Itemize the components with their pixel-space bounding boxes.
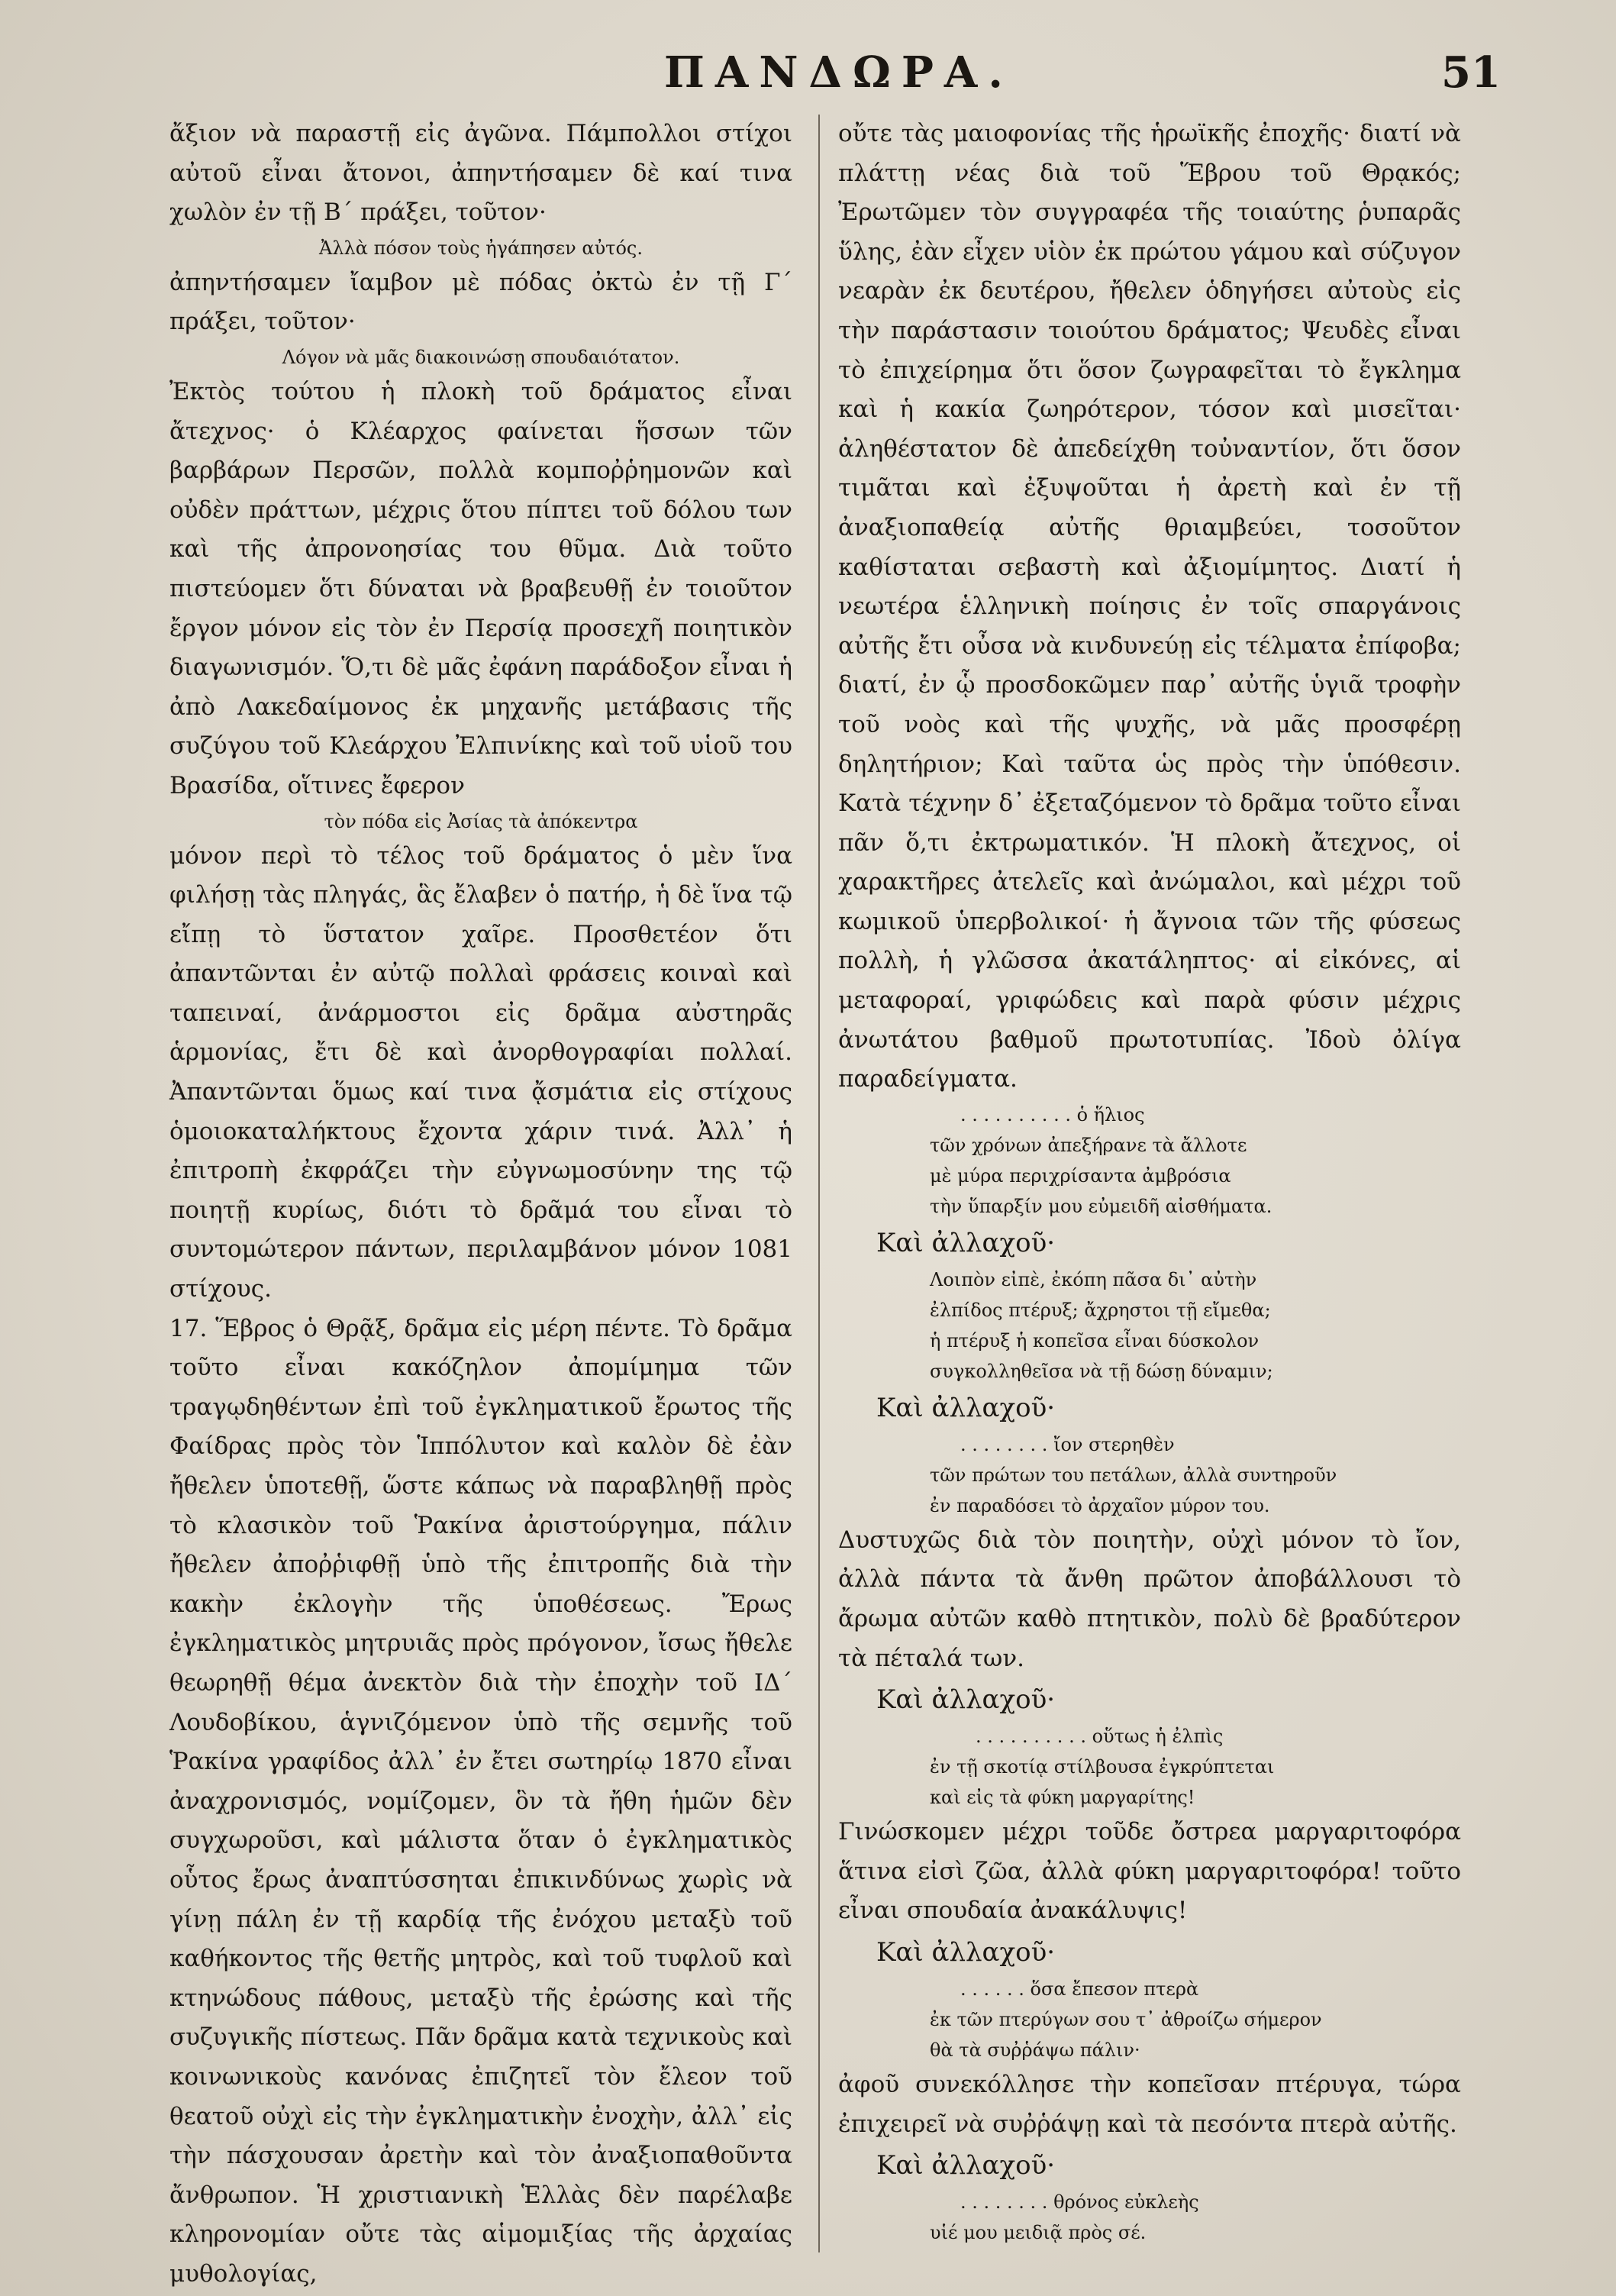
verse-line: μὲ μύρα περιχρίσαντα ἀμβρόσια <box>930 1164 1231 1187</box>
paragraph: Ἐκτὸς τούτου ἡ πλοκὴ τοῦ δράματος εἶναι ἄτεχνος· ὁ Κλέαρχος φαίνεται ἥσσων τῶν βαρβάρων Περσῶν, πολλὰ κομποῤῥημονῶν καὶ οὐδὲν πράττων, μέχρις ὅτου πίπτει τοῦ δόλου των καὶ τῆς ἀπρονοησίας του θῦμα. Διὰ τοῦτο πιστεύομεν ὅτι δύναται νὰ βραβευθῇ ἐν τοιοῦτον ἔργον μόνον εἰς τὸν ἐν Περσίᾳ προσεχῆ ποιητικὸν διαγωνισμόν. Ὅ,τι δὲ μᾶς ἐφάνη παράδοξον εἶναι ἡ ἀπὸ Λακεδαίμονος ἐκ μηχανῆς μετάβασις τῆς συζύγου τοῦ Κλεάρχου Ἐλπινίκης καὶ τοῦ υἱοῦ του Βρασίδα, οἵτινες ἔφερον <box>169 377 792 799</box>
verse-line: . . . . . . . . θρόνος εὐκλεὴς <box>960 2191 1199 2214</box>
verse-line: Λοιπὸν εἰπὲ, ἐκόπη πᾶσα δι᾽ αὐτὴν <box>930 1268 1257 1290</box>
verse-line: θὰ τὰ συῤῥάψω πάλιν· <box>930 2039 1140 2061</box>
verse-line: τῶν πρώτων του πετάλων, ἀλλὰ συντηροῦν <box>930 1464 1337 1486</box>
paragraph: ἀφοῦ συνεκόλλησε τὴν κοπεῖσαν πτέρυγα, τώρα ἐπιχειρεῖ νὰ συῤῥάψῃ καὶ τὰ πεσόντα πτερὰ αὐτῆς. <box>838 2071 1461 2138</box>
verse-line: . . . . . . ὅσα ἔπεσον πτερὰ <box>960 1978 1199 2000</box>
quote-label: Καὶ ἀλλαχοῦ· <box>876 1392 1056 1423</box>
verse-quote: τὸν πόδα εἰς Ἀσίας τὰ ἀπόκεντρα <box>324 810 638 832</box>
column-divider <box>818 115 820 2252</box>
quote-label: Καὶ ἀλλαχοῦ· <box>876 1937 1056 1968</box>
verse-line: τὴν ὕπαρξίν μου εὐμειδῆ αἰσθήματα. <box>930 1195 1272 1217</box>
paragraph: οὔτε τὰς μαιοφονίας τῆς ἡρωϊκῆς ἐποχῆς· διατί νὰ πλάττῃ νέας διὰ τοῦ Ἕβρου τοῦ Θρᾳκός; Ἐρωτῶμεν τὸν συγγραφέα τῆς τοιαύτης ῥυπαρᾶς ὕλης, ἐὰν εἶχεν υἱὸν ἐκ πρώτου γάμου καὶ σύζυγον νεαρὰν ἐκ δευτέρου, ἤθελεν ὁδηγήσει αὐτοὺς εἰς τὴν παράστασιν τοιούτου δράματος; Ψευδὲς εἶναι τὸ ἐπιχείρημα ὅτι ὅσον ζωγραφεῖται τὸ ἔγκλημα καὶ ἡ κακία ζωηρότερον, τόσον καὶ μισεῖται· ἀληθέστατον δὲ ἀπεδείχθη τοὐναντίον, ὅτι ὅσον τιμᾶται καὶ ἐξυψοῦται ἡ ἀρετὴ καὶ ἐν τῇ ἀναξιοπαθείᾳ αὐτῆς θριαμβεύει, τοσοῦτον καθίσταται σεβαστὴ καὶ ἀξιομίμητος. Διατί ἡ νεωτέρα ἑλληνικὴ ποίησις ἐν τοῖς σπαργάνοις αὐτῆς ἔτι οὖσα νὰ κινδυνεύῃ εἰς τέλματα ἐπίφοβα; διατί, ἐν ᾧ προσδοκῶμεν παρ᾽ αὐτῆς ὑγιᾶ τροφὴν τοῦ νοὸς καὶ τῆς ψυχῆς, νὰ μᾶς προσφέρῃ δηλητήριον; Καὶ ταῦτα ὡς πρὸς τὴν ὑπόθεσιν. Κατὰ τέχνην δ᾽ ἐξεταζόμενον τὸ δρᾶμα τοῦτο εἶναι πᾶν ὅ,τι ἐκτρωματικόν. Ἡ πλοκὴ ἄτεχνος, οἱ χαρακτῆρες ἀτελεῖς καὶ ἀνώμαλοι, καὶ μέχρι τοῦ κωμικοῦ ὑπερβολικοί· ἡ ἄγνοια τῶν τῆς φύσεως πολλὴ, ἡ γλῶσσα ἀκατάληπτος· αἱ εἰκόνες, αἱ μεταφοραί, γριφώδεις καὶ παρὰ φύσιν μέχρις ἀνωτάτου βαθμοῦ πρωτοτυπίας. Ἰδοὺ ὀλίγα παραδείγματα. <box>838 120 1461 1093</box>
verse-line: καὶ εἰς τὰ φύκη μαργαρίτης! <box>930 1787 1195 1809</box>
verse-line: υἱέ μου μειδιᾷ πρὸς σέ. <box>930 2222 1147 2244</box>
verse-quote <box>838 1264 1461 1387</box>
page-number: 51 <box>1441 47 1501 98</box>
quote-label: Καὶ ἀλλαχοῦ· <box>876 1227 1056 1258</box>
running-head <box>0 47 1616 101</box>
quote-label: Καὶ ἀλλαχοῦ· <box>876 2150 1056 2181</box>
verse-quote <box>838 2187 1461 2248</box>
section-17-paragraph: 17. Ἕβρος ὁ Θρᾷξ, δρᾶμα εἰς μέρη πέντε. Τὸ δρᾶμα τοῦτο εἶναι κακόζηλον ἀπομίμημα τῶν τραγῳδηθέντων ἐπὶ τοῦ ἐγκληματικοῦ ἔρωτος τῆς Φαίδρας πρὸς τὸν Ἱππόλυτον καὶ καλὸν δὲ ἐὰν ἤθελεν ὑποτεθῇ, ὥστε κάπως νὰ παραβληθῇ πρὸς τὸ κλασικὸν τοῦ Ῥακίνα ἀριστούργημα, πάλιν ἤθελεν ἀποῤῥιφθῇ ὑπὸ τῆς ἐπιτροπῆς διὰ τὴν κακὴν ἐκλογὴν τῆς ὑποθέσεως. Ἔρως ἐγκληματικὸς μητρυιᾶς πρὸς πρόγονον, ἴσως ἤθελε θεωρηθῇ θέμα ἀνεκτὸν διὰ τὴν ἐποχὴν τοῦ ΙΔ΄ Λουδοβίκου, ἁγνιζόμενον ὑπὸ τῆς σεμνῆς τοῦ Ῥακίνα γραφίδος ἀλλ᾽ ἐν ἔτει σωτηρίῳ 1870 εἶναι ἀναχρονισμός, νομίζομεν, ὃν τὰ ἤθη ἡμῶν δὲν συγχωροῦσι, καὶ μάλιστα ὅταν ὁ ἐγκληματικὸς οὗτος ἔρως ἀναπτύσσηται ἐπικινδύνως χωρὶς νὰ γίνῃ πάλη ἐν τῇ καρδίᾳ τῆς ἐνόχου μεταξὺ τοῦ καθήκοντος τῆς θετῆς μητρὸς, καὶ τοῦ τυφλοῦ καὶ κτηνώδους πάθους, μεταξὺ τῆς ἐρώσης καὶ τῆς συζυγικῆς πίστεως. Πᾶν δρᾶμα κατὰ τεχνικοὺς καὶ κοινωνικοὺς κανόνας ἐπιζητεῖ τὸν ἔλεον τοῦ θεατοῦ οὐχὶ εἰς τὴν ἐγκληματικὴν ἐνοχὴν, ἀλλ᾽ εἰς τὴν πάσχουσαν ἀρετὴν καὶ τὸν ἀναξιοπαθοῦντα ἄνθρωπον. Ἡ χριστιανικὴ Ἑλλὰς δὲν παρέλαβε κληρονομίαν οὔτε τὰς αἱμομιξίας τῆς ἀρχαίας μυθολογίας, <box>169 1314 792 2288</box>
paragraph: μόνον περὶ τὸ τέλος τοῦ δράματος ὁ μὲν ἵνα φιλήσῃ τὰς πληγάς, ἃς ἔλαβεν ὁ πατήρ, ἡ δὲ ἵνα τῷ εἴπῃ τὸ ὕστατον χαῖρε. Προσθετέον ὅτι ἀπαντῶνται ἐν αὐτῷ πολλαὶ φράσεις κοιναὶ καὶ ταπειναί, ἀνάρμοστοι εἰς δρᾶμα αὐστηρᾶς ἁρμονίας, ἔτι δὲ καὶ ἀνορθογραφίαι πολλαί. Ἀπαντῶνται ὅμως καί τινα ᾄσμάτια εἰς στίχους ὁμοιοκαταλήκτους ἔχοντα χάριν τινά. Ἀλλ᾽ ἡ ἐπιτροπὴ ἐκφράζει τὴν εὐγνωμοσύνην της τῷ ποιητῇ κυρίως, διότι τὸ δρᾶμά του εἶναι τὸ συντομώτερον πάντων, περιλαμβάνον μόνον 1081 στίχους. <box>169 841 792 1303</box>
paragraph: ἄξιον νὰ παραστῇ εἰς ἀγῶνα. Πάμπολλοι στίχοι αὐτοῦ εἶναι ἄτονοι, ἀπηντήσαμεν δὲ καί τινα χωλὸν ἐν τῇ Β΄ πράξει, τοῦτον· <box>169 120 792 227</box>
verse-line: . . . . . . . . . . οὕτως ἡ ἐλπὶς <box>976 1726 1224 1748</box>
quote-label: Καὶ ἀλλαχοῦ· <box>876 1684 1056 1716</box>
verse-quote <box>838 1974 1461 2065</box>
verse-quote: Λόγον νὰ μᾶς διακοινώσῃ σπουδαιότατον. <box>282 346 680 368</box>
paragraph: Γινώσκομεν μέχρι τοῦδε ὄστρεα μαργαριτοφόρα ἅτινα εἰσὶ ζῶα, ἀλλὰ φύκη μαργαριτοφόρα! τοῦτο εἶναι σπουδαία ἀνακάλυψις! <box>838 1818 1461 1925</box>
paragraph: Δυστυχῶς διὰ τὸν ποιητὴν, οὐχὶ μόνον τὸ ἴον, ἀλλὰ πάντα τὰ ἄνθη πρῶτον ἀποβάλλουσι τὸ ἄρωμα αὐτῶν καθὸ πτητικὸν, πολὺ δὲ βραδύτερον τὰ πέταλά των. <box>838 1526 1461 1672</box>
verse-line: ἐν παραδόσει τὸ ἀρχαῖον μύρον του. <box>930 1494 1270 1516</box>
verse-line: . . . . . . . . . . ὁ ἥλιος <box>960 1103 1145 1125</box>
paragraph: ἀπηντήσαμεν ἴαμβον μὲ πόδας ὀκτὼ ἐν τῇ Γ΄ πράξει, τοῦτον· <box>169 268 792 336</box>
journal-title: ΠΑΝΔΩΡΑ. <box>664 47 1014 98</box>
verse-quote <box>838 1721 1461 1813</box>
verse-line: ἐλπίδος πτέρυξ; ἄχρηστοι τῇ εἴμεθα; <box>930 1299 1271 1321</box>
verse-quote <box>838 1100 1461 1222</box>
right-column <box>838 115 1461 2248</box>
verse-line: ἐν τῇ σκοτίᾳ στίλβουσα ἐγκρύπτεται <box>930 1756 1275 1778</box>
verse-quote: Ἀλλὰ πόσον τοὺς ἠγάπησεν αὐτός. <box>319 237 643 259</box>
verse-line: ἡ πτέρυξ ἡ κοπεῖσα εἶναι δύσκολον <box>930 1329 1260 1351</box>
left-column <box>169 115 792 2294</box>
verse-line: τῶν χρόνων ἀπεξήρανε τὰ ἄλλοτε <box>930 1134 1247 1156</box>
verse-line: συγκολληθεῖσα νὰ τῇ δώσῃ δύναμιν; <box>930 1360 1273 1382</box>
verse-line: ἐκ τῶν πτερύγων σου τ᾽ ἀθροίζω σήμερον <box>930 2009 1322 2030</box>
verse-quote <box>838 1429 1461 1521</box>
verse-line: . . . . . . . . ἴον στερηθὲν <box>960 1433 1175 1455</box>
